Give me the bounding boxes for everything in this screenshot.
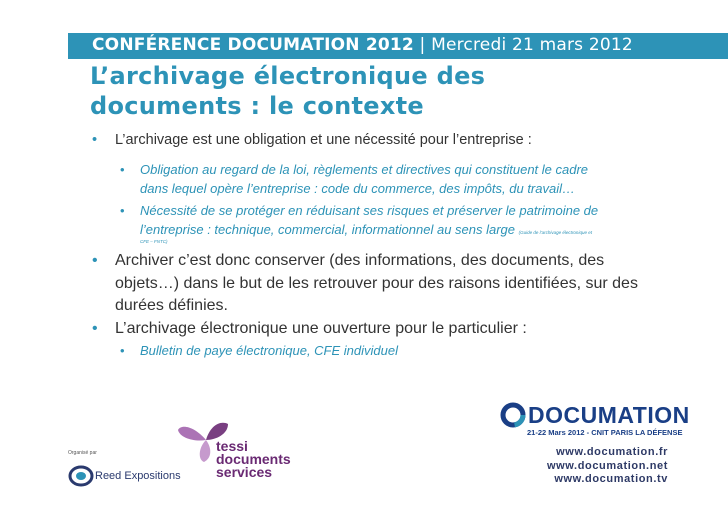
url-tv[interactable]: www.documation.tv: [554, 473, 668, 485]
title-line-2: documents : le contexte: [90, 92, 424, 120]
tessi-line-3: services: [216, 464, 273, 480]
sub-bullet-1-2-line-1: Nécessité de se protéger en réduisant ses risques et préserver le patrimoine de: [140, 203, 599, 218]
title-line-1: L’archivage électronique des: [90, 62, 486, 90]
tessi-wordmark: [216, 440, 291, 479]
sub-bullet-dot: •: [120, 162, 125, 177]
bullet-dot: •: [92, 320, 98, 337]
sub-bullet-1-2-text: [140, 202, 598, 245]
sub-bullet-1-2-line-2-text: l’entreprise : technique, commercial, informationnel au sens large: [140, 221, 516, 237]
bullet-dot: •: [92, 252, 98, 269]
sub-bullet-1-1-line-1: Obligation au regard de la loi, règlements et directives qui constituent le cadre: [140, 162, 589, 177]
documation-wordmark: DOCUMATION: [528, 402, 690, 428]
organised-by-label: Organisé par: [68, 450, 97, 456]
slide-title: [90, 61, 610, 121]
bullet-2-line-1: Archiver c’est donc conserver (des informations, des documents, des: [115, 252, 605, 269]
header-text: [92, 35, 633, 55]
bullet-2-line-3: durées définies.: [115, 297, 228, 314]
conference-name: CONFÉRENCE DOCUMATION 2012: [92, 35, 414, 55]
bullet-1-text: L’archivage est une obligation et une nécessité pour l’entreprise :: [115, 132, 532, 148]
sub-bullet-dot: •: [120, 203, 125, 218]
url-net[interactable]: www.documation.net: [546, 459, 668, 472]
sub-bullet-1-1-line-2: dans lequel opère l’entreprise : code du commerce, des impôts, du travail…: [140, 180, 575, 196]
bullet-3-text: L’archivage électronique une ouverture pour le particulier :: [115, 320, 527, 337]
header-separator: |: [413, 35, 432, 55]
sub-bullet-3-1-text: Bulletin de paye électronique, CFE individuel: [140, 343, 398, 358]
tessi-line-1: tessi: [216, 438, 248, 454]
sub-bullet-1-2-line-2: [140, 221, 598, 240]
source-note-b: CFE – FNTC): [140, 239, 168, 244]
url-fr[interactable]: www.documation.fr: [556, 446, 668, 458]
sub-bullet-1-1-text: [140, 161, 588, 198]
documation-dates: 21-22 Mars 2012 - CNIT PARIS LA DÉFENSE: [527, 428, 683, 437]
reed-expositions-name: Reed Expositions: [95, 470, 181, 482]
website-links: [528, 446, 668, 487]
sub-bullet-dot: •: [120, 343, 125, 358]
bullet-2-line-2: objets…) dans le but de les retrouver pour des raisons identifiées, sur des: [115, 274, 638, 292]
source-note-a: (Guide de l’archivage électronique et: [518, 229, 592, 235]
bullet-2-text: [115, 250, 638, 318]
tessi-line-2: documents: [216, 451, 291, 467]
bullet-dot: •: [92, 132, 98, 148]
conference-date: Mercredi 21 mars 2012: [431, 35, 633, 55]
